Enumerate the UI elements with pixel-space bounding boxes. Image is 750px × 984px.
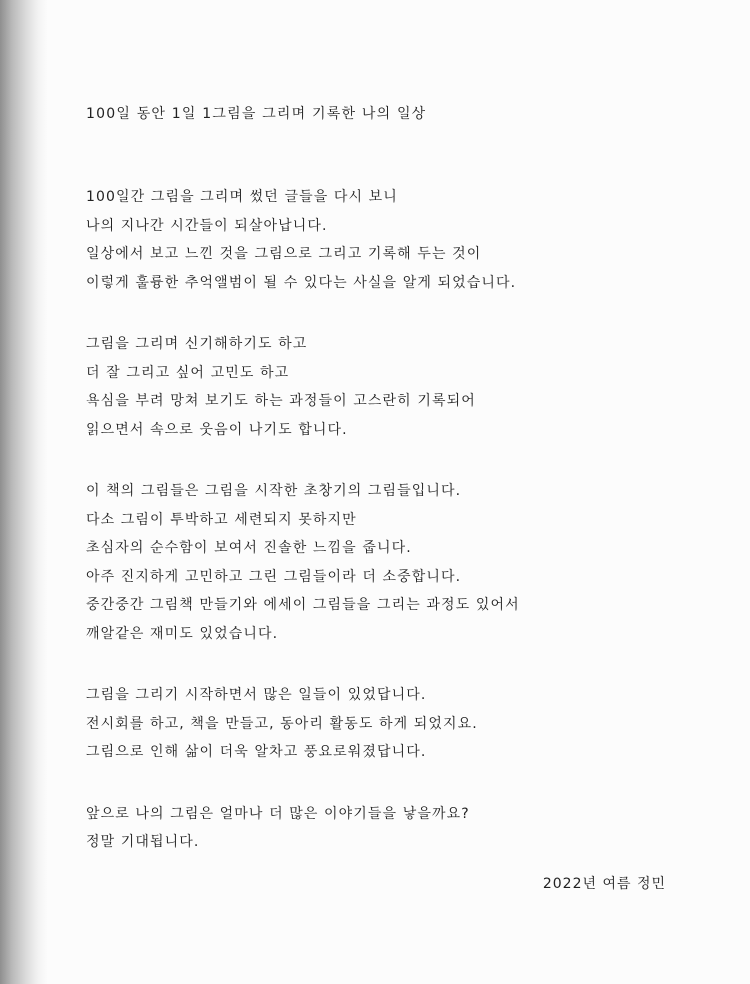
text-line: 일상에서 보고 느낀 것을 그림으로 그리고 기록해 두는 것이 [86,246,482,262]
text-line: 나의 지나간 시간들이 되살아납니다. [86,217,328,234]
text-line: 아주 진지하게 고민하고 그린 그림들이라 더 소중합니다. [86,568,462,585]
text-line: 이 책의 그림들은 그림을 시작한 초창기의 그림들입니다. [86,483,462,499]
page-title: 100일 동안 1일 1그림을 그리며 기록한 나의 일상 [86,106,427,122]
text-line: 전시회를 하고, 책을 만들고, 동아리 활동도 하게 되었지요. [86,715,478,732]
text-line: 앞으로 나의 그림은 얼마나 더 많은 이야기들을 낳을까요? [86,805,470,822]
signature: 2022년 여름 정민 [542,876,666,892]
text-line: 이렇게 훌륭한 추억앨범이 될 수 있다는 사실을 알게 되었습니다. [86,274,517,291]
text-line: 더 잘 그리고 싶어 고민도 하고 [86,364,290,381]
paragraph-4 [86,681,706,767]
text-line: 100일간 그림을 그리며 썼던 글들을 다시 보니 [86,189,398,205]
body-text [86,183,706,890]
text-line: 다소 그림이 투박하고 세련되지 못하지만 [86,511,357,528]
paragraph-1 [86,183,706,297]
paragraph-3 [86,477,706,648]
text-line: 초심자의 순수함이 보여서 진솔한 느낌을 줍니다. [86,540,412,556]
book-spine-shadow [0,0,48,984]
paragraph-2 [86,330,706,444]
text-line: 욕심을 부려 망쳐 보기도 하는 과정들이 고스란히 기록되어 [86,393,476,409]
paragraph-5 [86,800,706,857]
text-line: 그림을 그리기 시작하면서 많은 일들이 있었답니다. [86,687,427,703]
text-line: 읽으면서 속으로 웃음이 나기도 합니다. [86,421,348,438]
text-line: 그림으로 인해 삶이 더욱 알차고 풍요로워졌답니다. [86,744,427,760]
text-line: 그림을 그리며 신기해하기도 하고 [86,336,308,352]
text-line: 정말 기대됩니다. [86,834,200,850]
text-line: 중간중간 그림책 만들기와 에세이 그림들을 그리는 과정도 있어서 [86,597,520,613]
text-line: 깨알같은 재미도 있었습니다. [86,625,279,642]
